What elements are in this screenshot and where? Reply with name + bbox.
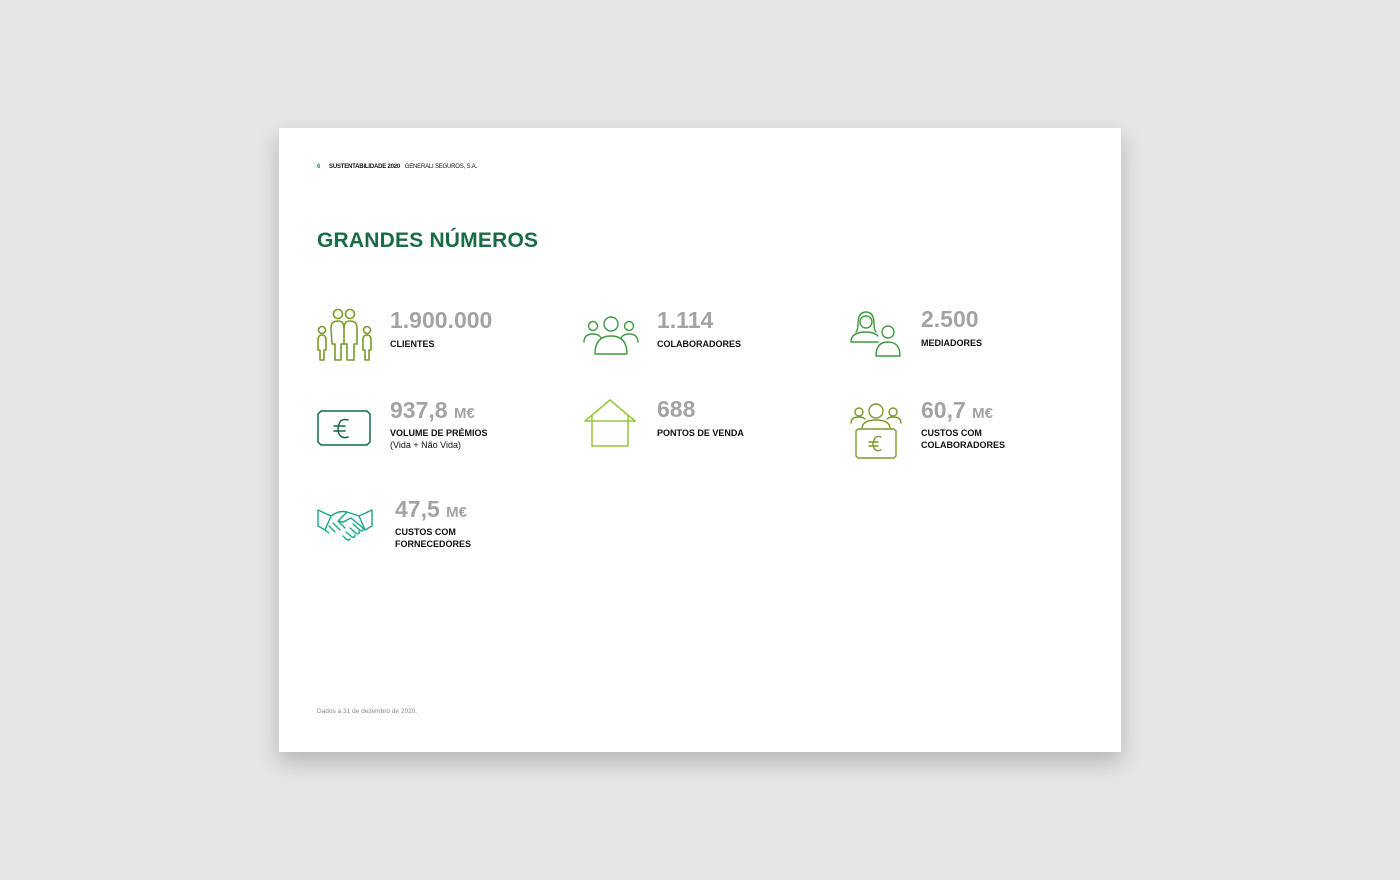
- euro-banknote-icon: [317, 410, 371, 448]
- stat-label-line2: FORNECEDORES: [395, 539, 472, 549]
- stat-label: MEDIADORES: [921, 338, 983, 348]
- team-icon: [583, 310, 639, 358]
- stat-label-line1: CUSTOS COM: [395, 527, 456, 537]
- stat-value: 1.114: [657, 307, 714, 333]
- stat-value: 2.500: [921, 306, 979, 332]
- handshake-icon: [317, 504, 373, 544]
- footnote: Dados a 31 de dezembro de 2020.: [317, 708, 418, 715]
- stat-value: 937,8 M€: [390, 397, 475, 423]
- stat-value: 1.900.000: [390, 307, 493, 333]
- team-euro-icon: [850, 401, 902, 459]
- page-number: 6: [317, 164, 321, 170]
- stat-unit: M€: [453, 405, 475, 422]
- stat-label: CLIENTES: [390, 339, 435, 349]
- house-icon: [583, 399, 637, 451]
- stat-value: 688: [657, 396, 696, 422]
- stat-label: PONTOS DE VENDA: [657, 428, 744, 438]
- people-pair-icon: [850, 308, 904, 358]
- report-page: [279, 128, 1121, 752]
- stat-sublabel: (Vida + Não Vida): [390, 440, 461, 450]
- stat-label-line2: COLABORADORES: [921, 440, 1006, 450]
- report-name: SUSTENTABILIDADE 2020: [329, 164, 401, 170]
- family-icon: [317, 306, 373, 362]
- company-name: GENERALI SEGUROS, S.A.: [404, 164, 478, 170]
- stat-label-line1: CUSTOS COM: [921, 428, 982, 438]
- stat-label: VOLUME DE PRÉMIOS: [390, 428, 488, 438]
- stat-unit: M€: [972, 405, 993, 422]
- stat-value: 60,7 M€: [921, 397, 993, 423]
- page-title: GRANDES NÚMEROS: [317, 229, 539, 252]
- page-header: [317, 163, 477, 171]
- stat-unit: M€: [446, 504, 467, 521]
- stat-value: 47,5 M€: [395, 496, 467, 522]
- stat-label: COLABORADORES: [657, 339, 742, 349]
